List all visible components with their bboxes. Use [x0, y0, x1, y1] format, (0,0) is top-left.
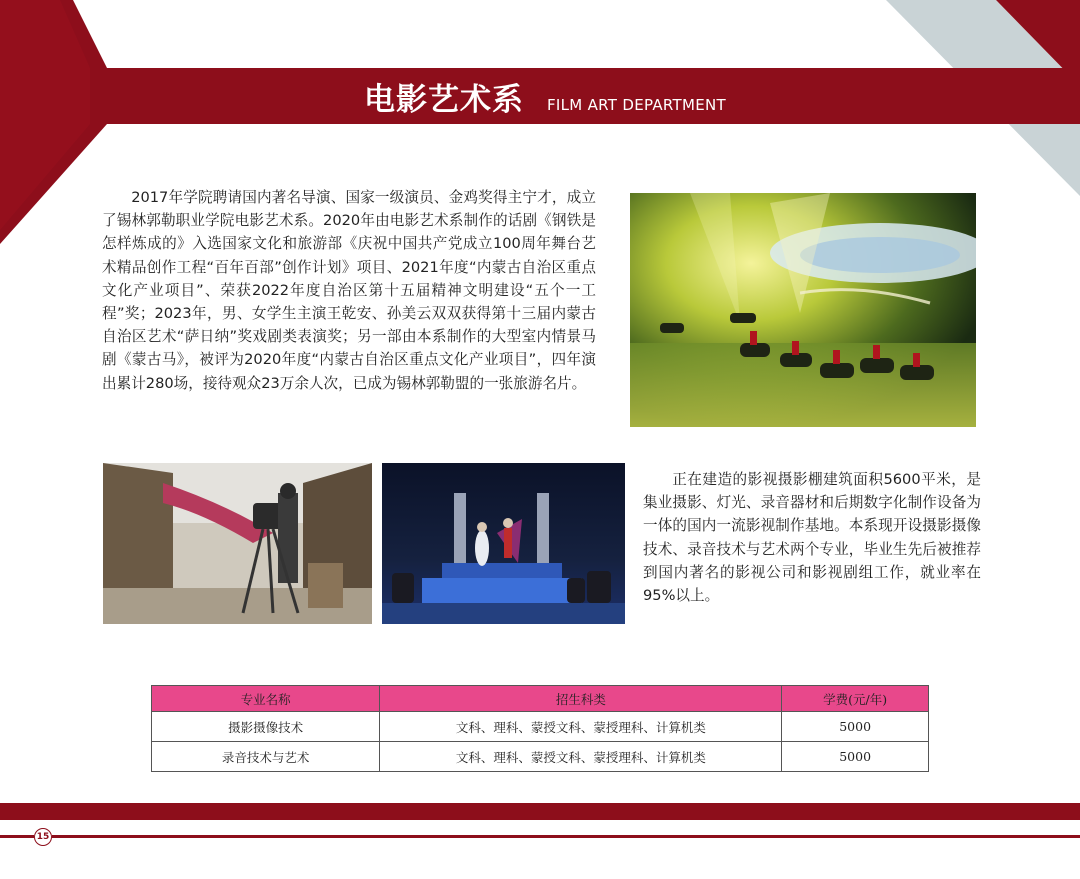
footer-line: [52, 835, 1080, 838]
header-major-name: 专业名称: [152, 686, 380, 712]
cell-major-name: 摄影摄像技术: [152, 712, 380, 742]
cell-tuition: 5000: [782, 742, 929, 772]
footer-bar: [0, 803, 1080, 820]
header-enrollment-category: 招生科类: [380, 686, 782, 712]
footer-line-left: [0, 835, 34, 838]
cell-major-name: 录音技术与艺术: [152, 742, 380, 772]
horse-show-photo: [630, 193, 976, 427]
facility-paragraph: 正在建造的影视摄影棚建筑面积5600平米，是集业摄影、灯光、录音器材和后期数字化制作设备为一体的国内一流影视制作基地。本系现开设摄影摄像技术、录音技术与艺术两个专业，毕业生先后被推荐到国内著名的影视公司和影视剧组工作，就业率在95%以上。: [643, 471, 981, 605]
cell-enrollment-category: 文科、理科、蒙授文科、蒙授理科、计算机类: [380, 742, 782, 772]
intro-paragraph: 2017年学院聘请国内著名导演、国家一级演员、金鸡奖得主宁才，成立了锡林郭勒职业学院电影艺术系。2020年由电影艺术系制作的话剧《钢铁是怎样炼成的》入选国家文化和旅游部《庆祝中国共产党成立100周年舞台艺术精品创作工程“百年百部”创作计划》项目、2021年度“内蒙古自治区重点文化产业项目”、荣获2022年度自治区第十五届精神文明建设“五个一工程”奖；2023年，男、女学生主演王乾安、孙美云双双获得第十三届内蒙古自治区艺术“萨日纳”奖戏剧类表演奖；另一部由本系制作的大型室内情景马剧《蒙古马》，被评为2020年度“内蒙古自治区重点文化产业项目”，四年演出累计280场，接待观众23万余人次，已成为锡林郭勒盟的一张旅游名片。: [102, 189, 596, 392]
cell-enrollment-category: 文科、理科、蒙授文科、蒙授理科、计算机类: [380, 712, 782, 742]
cell-tuition: 5000: [782, 712, 929, 742]
page-title: 电影艺术系: [364, 82, 524, 118]
header-tuition: 学费(元/年): [782, 686, 929, 712]
stage-play-photo: [382, 463, 625, 624]
table-header-row: [152, 686, 929, 712]
majors-table: [151, 685, 929, 772]
table-row: [152, 742, 929, 772]
page-number: 15: [34, 828, 52, 846]
page-subtitle-en: FILM ART DEPARTMENT: [547, 96, 727, 114]
table-row: [152, 712, 929, 742]
film-set-photo: [103, 463, 372, 624]
